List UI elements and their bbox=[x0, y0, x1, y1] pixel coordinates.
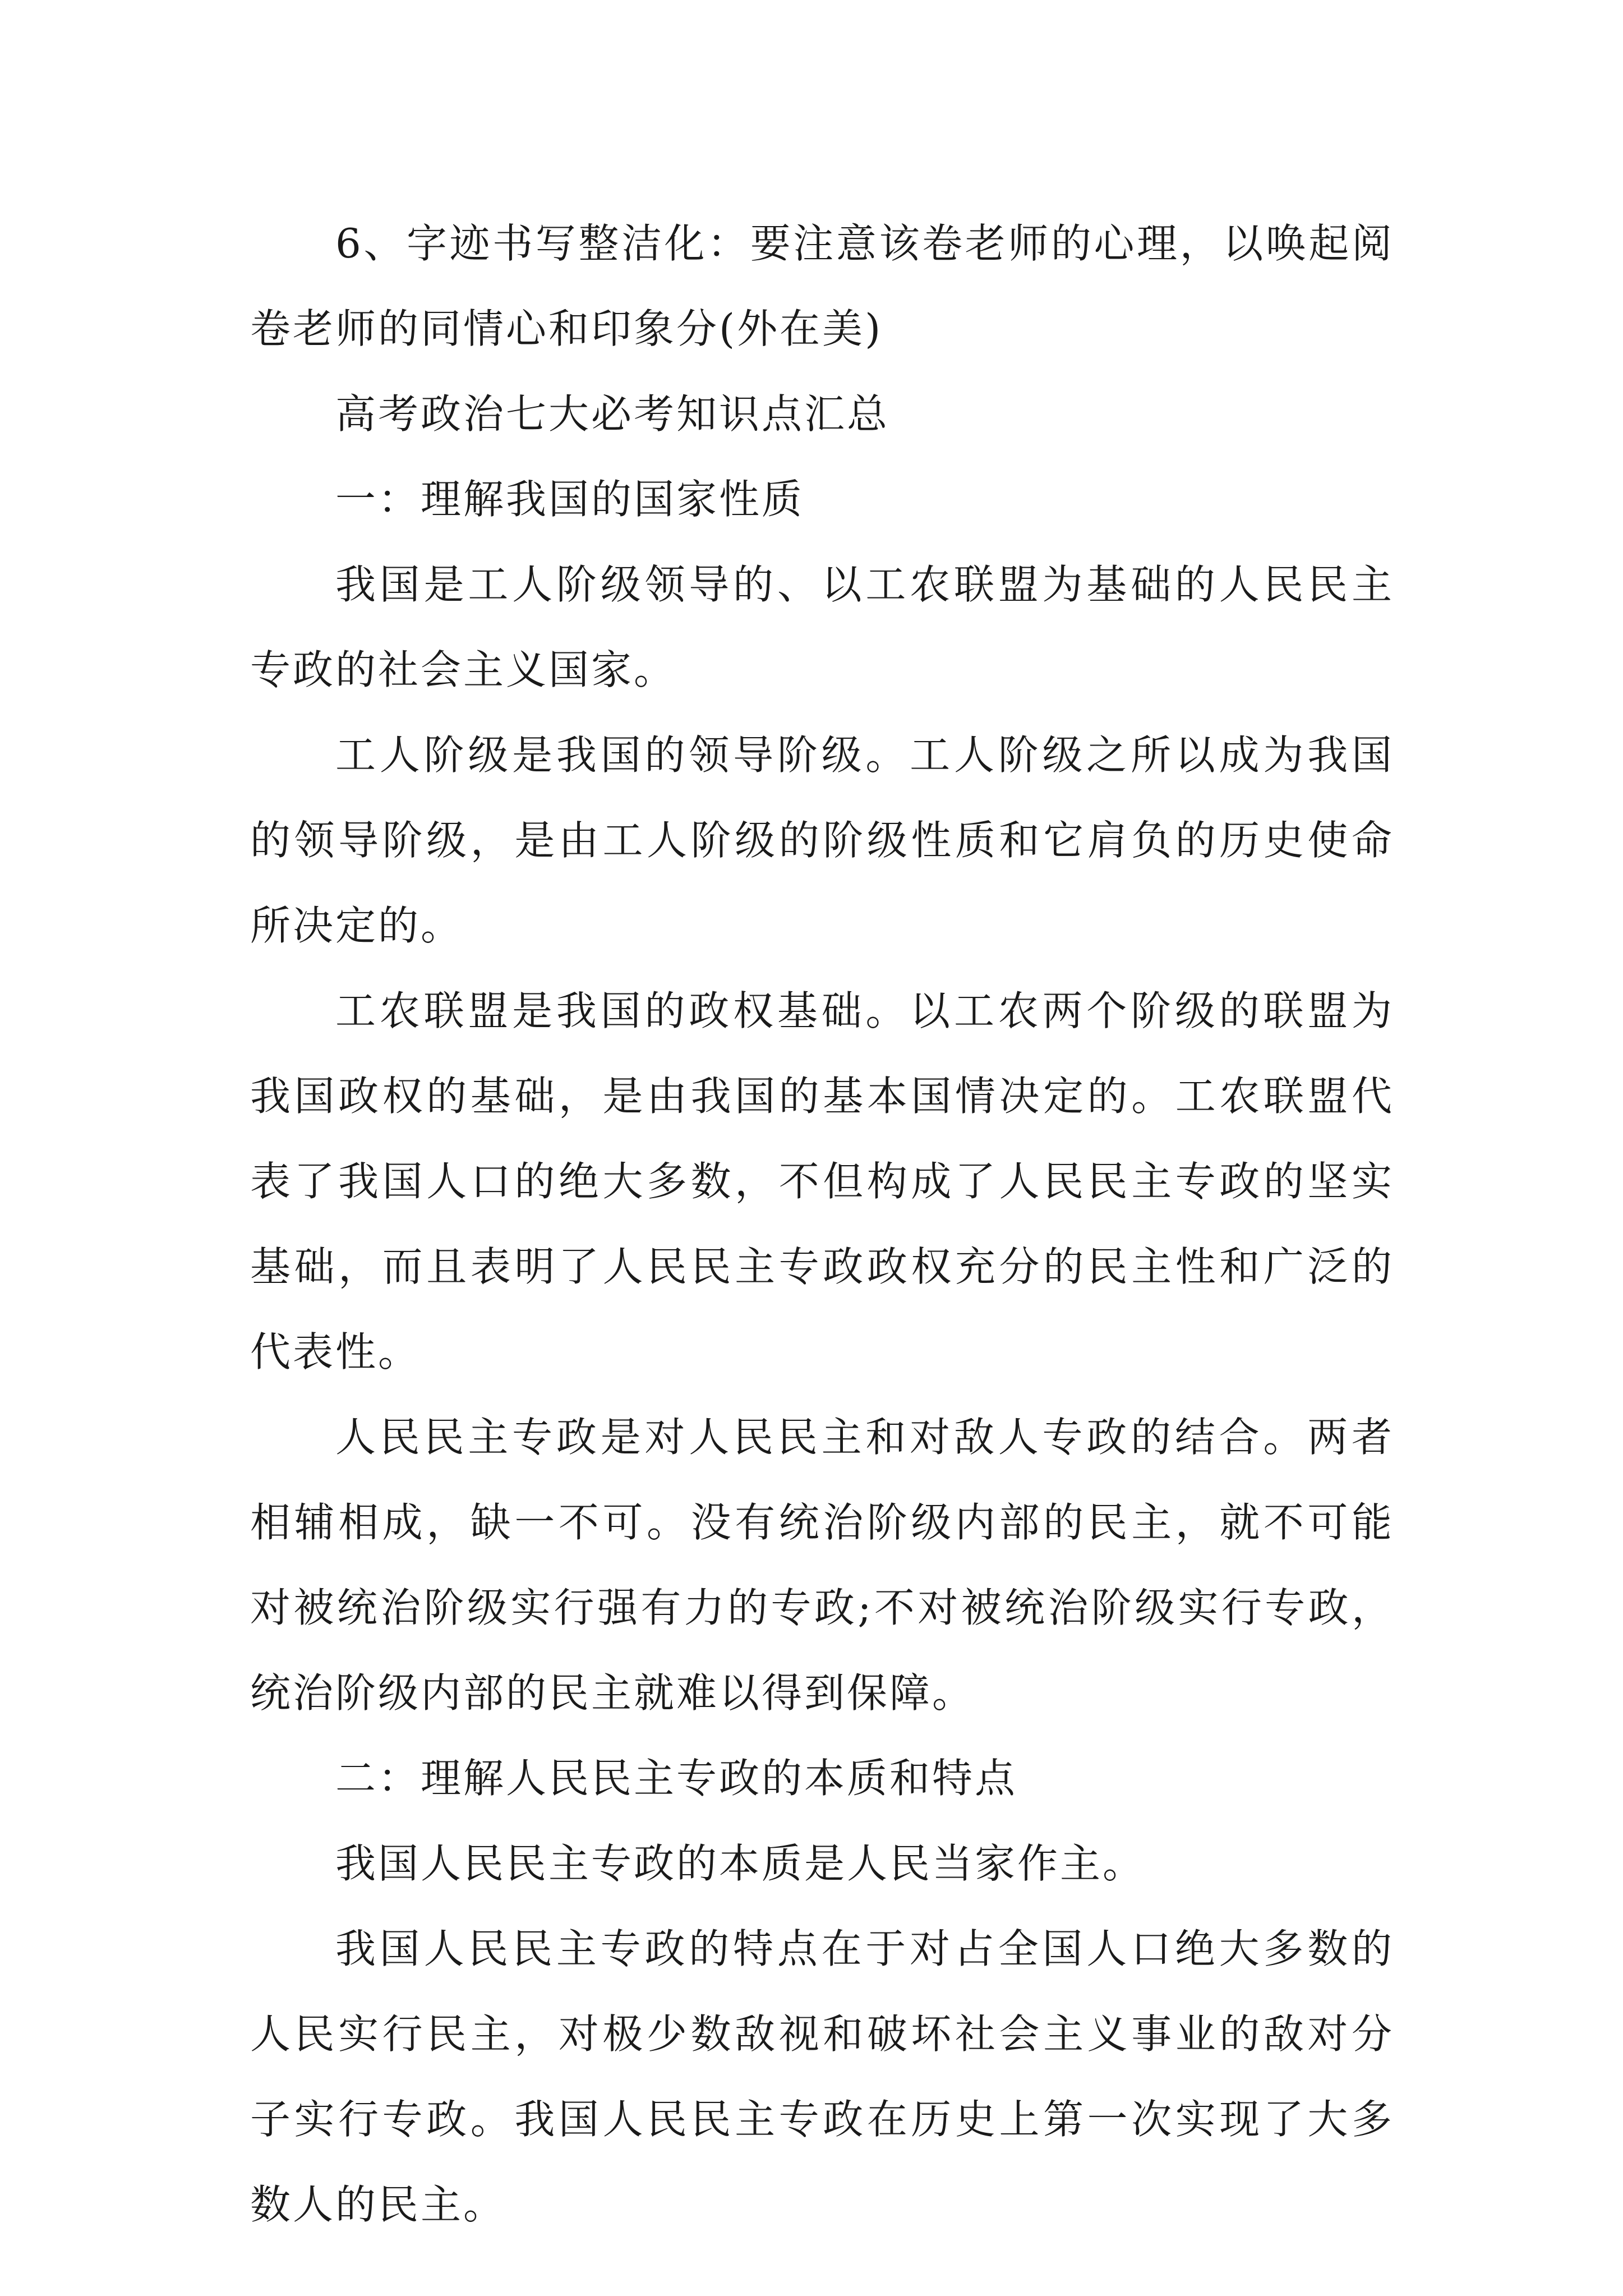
heading-state-nature: 一：理解我国的国家性质 bbox=[335, 476, 805, 523]
heading-essence-features: 二：理解人民民主专政的本质和特点 bbox=[335, 1755, 1018, 1802]
paragraph-democracy-dictatorship: 人民民主专政是对人民民主和对敌人专政的结合。两者相辅相成，缺一不可。没有统治阶级内部的民主，就不可能对被统治阶级实行强有力的专政;不对被统治阶级实行专政，统治阶级内部的民主就难以得到保障。 bbox=[250, 1414, 1394, 1717]
paragraph-features: 我国人民民主专政的特点在于对占全国人口绝大多数的人民实行民主，对极少数敌视和破坏社会主义事业的敌对分子实行专政。我国人民民主专政在历史上第一次实现了大多数人的民主。 bbox=[250, 1925, 1394, 2228]
paragraph-worker-peasant-alliance: 工农联盟是我国的政权基础。以工农两个阶级的联盟为我国政权的基础，是由我国的基本国情决定的。工农联盟代表了我国人口的绝大多数，不但构成了人民民主专政的坚实基础，而且表明了人民民主专政政权充分的民主性和广泛的代表性。 bbox=[250, 987, 1394, 1375]
document-body bbox=[250, 201, 1394, 2247]
paragraph-state-definition: 我国是工人阶级领导的、以工农联盟为基础的人民民主专政的社会主义国家。 bbox=[250, 561, 1394, 693]
paragraph-handwriting-tip: 6、字迹书写整洁化：要注意该卷老师的心理，以唤起阅卷老师的同情心和印象分(外在美) bbox=[250, 220, 1394, 352]
paragraph-working-class: 工人阶级是我国的领导阶级。工人阶级之所以成为我国的领导阶级，是由工人阶级的阶级性质和它肩负的历史使命所决定的。 bbox=[250, 731, 1394, 949]
paragraph-essence: 我国人民民主专政的本质是人民当家作主。 bbox=[335, 1840, 1146, 1887]
section-title: 高考政治七大必考知识点汇总 bbox=[335, 390, 890, 438]
